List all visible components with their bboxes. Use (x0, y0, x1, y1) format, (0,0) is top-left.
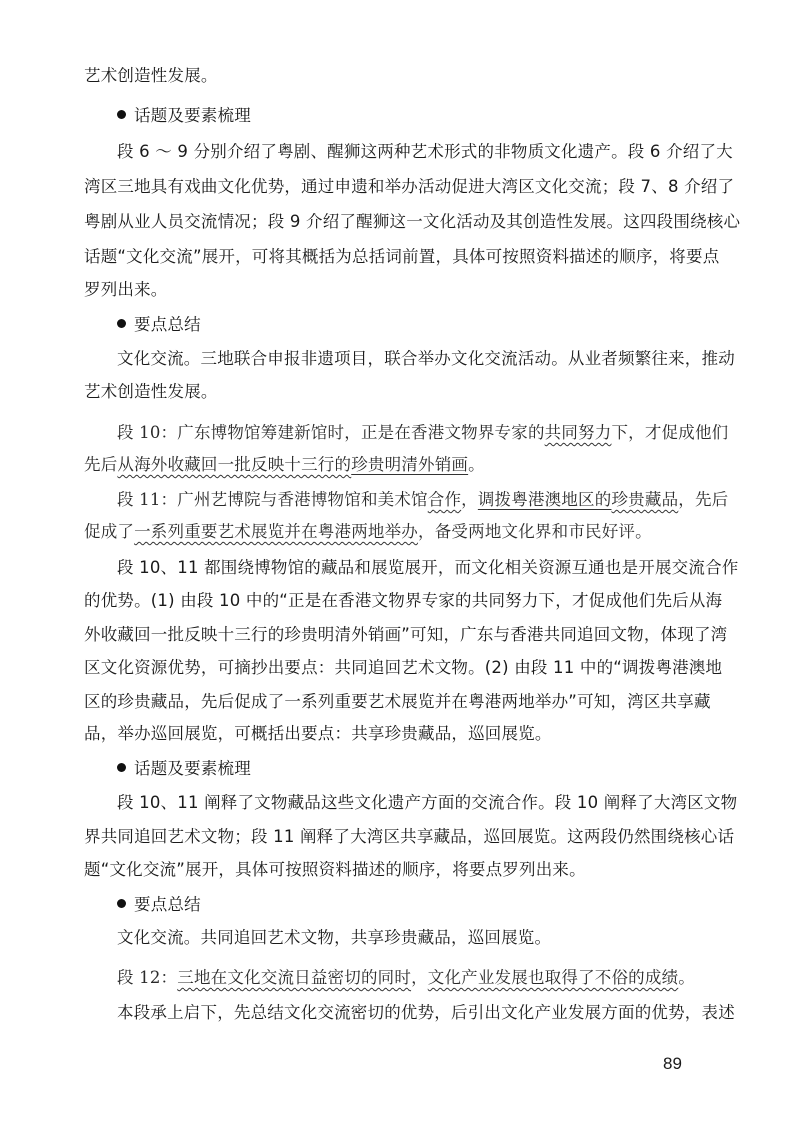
text-line: 段 6 ～ 9 分别介绍了粤剧、醒狮这两种艺术形式的非物质文化遗产。段 6 介绍了大 (117, 142, 733, 161)
quoted-paragraph-line: 促成了一系列重要艺术展览并在粤港两地举办，备受两地文化界和市民好评。 (84, 522, 652, 541)
section-heading: 要点总结 (0, 893, 201, 917)
underlined-phrase: 调拨粤港澳地区的 (477, 490, 612, 509)
text-line: 文化交流。三地联合申报非遗项目，联合举办文化交流活动。从业者频繁往来，推动 (117, 349, 735, 368)
bullet-icon (117, 110, 126, 119)
underlined-phrase: 合作 (427, 490, 462, 509)
text-line: 粤剧从业人员交流情况；段 9 介绍了醒狮这一文化活动及其创造性发展。这四段围绕核心 (84, 212, 741, 231)
bullet-icon (117, 899, 126, 908)
bullet-icon (117, 319, 126, 328)
text-line: 区文化资源优势，可摘抄出要点：共同追回艺术文物。(2) 由段 11 中的“调拨粤港澳地 (84, 658, 723, 677)
underlined-phrase: 珍贵明清外销画 (351, 455, 469, 474)
text-line: 界共同追回艺术文物；段 11 阐释了大湾区共享藏品，巡回展览。这两段仍然围绕核心话 (84, 827, 735, 846)
text-line: 品，举办巡回展览，可概括出要点：共享珍贵藏品，巡回展览。 (84, 724, 552, 743)
text-line: 艺术创造性发展。 (84, 382, 218, 401)
text-line: 话题“文化交流”展开，可将其概括为总括词前置，具体可按照资料描述的顺序，将要点 (84, 247, 720, 266)
text-line: 文化交流。共同追回艺术文物，共享珍贵藏品，巡回展览。 (117, 928, 552, 947)
text-line: 段 10、11 阐释了文物藏品这些文化遗产方面的交流合作。段 10 阐释了大湾区文物 (117, 793, 738, 812)
text-line: 段 10、11 都围绕博物馆的藏品和展览展开，而文化相关资源互通也是开展交流合作 (117, 558, 739, 577)
quoted-paragraph-line: 段 10：广东博物馆筹建新馆时，正是在香港文物界专家的共同努力下，才促成他们 (117, 423, 729, 442)
text-line: 艺术创造性发展。 (84, 66, 218, 85)
quoted-paragraph-line: 段 11：广州艺博院与香港博物馆和美术馆合作，调拨粤港澳地区的珍贵藏品，先后 (117, 490, 729, 509)
text-line: 的优势。(1) 由段 10 中的“正是在香港文物界专家的共同努力下，才促成他们先后从海 (84, 591, 723, 610)
bullet-icon (117, 763, 126, 772)
quoted-paragraph-line: 先后从海外收藏回一批反映十三行的珍贵明清外销画。 (84, 455, 485, 474)
underlined-phrase: 共同努力 (544, 423, 612, 442)
text-line: 外收藏回一批反映十三行的珍贵明清外销画”可知，广东与香港共同追回文物，体现了湾 (84, 625, 728, 644)
section-heading: 话题及要素梳理 (0, 104, 251, 128)
page-number: 89 (663, 1054, 682, 1073)
underlined-phrase: 三地在文化交流日益密切的同时 (177, 968, 412, 987)
text-line: 题“文化交流”展开，具体可按照资料描述的顺序，将要点罗列出来。 (84, 860, 586, 879)
section-heading: 要点总结 (0, 313, 201, 337)
text-line: 罗列出来。 (84, 280, 168, 299)
quoted-paragraph-line: 段 12：三地在文化交流日益密切的同时，文化产业发展也取得了不俗的成绩。 (117, 968, 695, 987)
text-line: 本段承上启下，先总结文化交流密切的优势，后引出文化产业发展方面的优势，表述 (117, 1003, 735, 1022)
underlined-phrase: 珍贵藏品 (611, 490, 679, 509)
text-line: 区的珍贵藏品，先后促成了一系列重要艺术展览并在粤港两地举办”可知，湾区共享藏 (84, 692, 711, 711)
underlined-phrase: 一系列重要艺术展览并在粤港两地举办 (134, 522, 419, 541)
section-heading: 话题及要素梳理 (0, 757, 251, 781)
underlined-phrase: 从海外收藏回一批反映十三行的 (117, 455, 352, 474)
underlined-phrase: 文化产业发展也取得了不俗的成绩 (427, 968, 679, 987)
text-line: 湾区三地具有戏曲文化优势，通过申遗和举办活动促进大湾区文化交流；段 7、8 介绍了 (84, 177, 735, 196)
